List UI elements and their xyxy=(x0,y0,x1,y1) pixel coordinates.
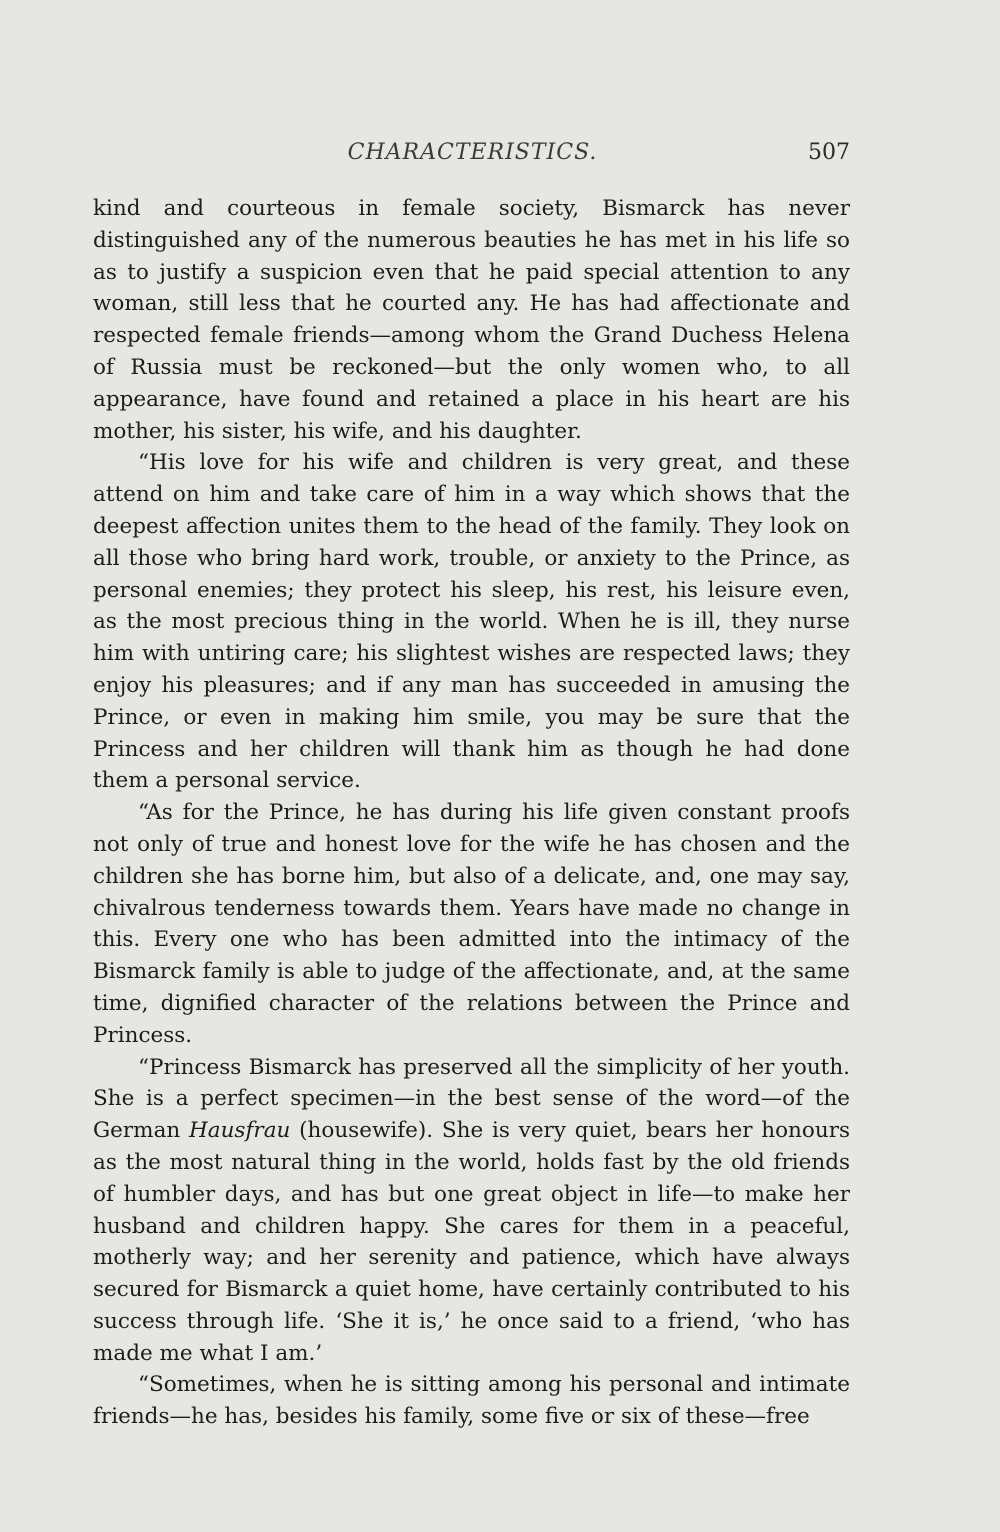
paragraph-text: (housewife). She is very quiet, bears her honours as the most natural thing in the world, holds fast by the old friends of humbler days, and has but one great object in life—to make her husband and children happy. She cares for them in a peaceful, motherly way; and her serenity and patience, which have always secured for Bismarck a quiet home, have certainly contributed to his success through life. ‘She it is,’ he once said to a friend, ‘who has made me what I am.’ xyxy=(93,1118,851,1366)
paragraph-continues: “Sometimes, when he is sitting among his personal and intimate friends—he has, besides his family, some five or six of these—free xyxy=(93,1372,850,1430)
paragraph-text: “Princess Bismarck has preserved all the simplicity of her youth. She is a perfect specimen—in the best sense of the word—of the German xyxy=(93,1054,850,1144)
page-header xyxy=(95,140,850,176)
page-body xyxy=(93,193,850,1433)
running-head: CHARACTERISTICS. xyxy=(347,140,598,165)
paragraph: “His love for his wife and children is very great, and these attend on him and take care of him in a way which shows that the deepest affection unites them to the head of the family. They look on all those who bring hard work, trouble, or anxiety to the Prince, as personal enemies; they protect his sleep, his rest, his leisure even, as the most precious thing in the world. When he is ill, they nurse him with untiring care; his slightest wishes are respected laws; they enjoy his pleasures; and if any man has succeeded in amusing the Prince, or even in making him smile, you may be sure that the Princess and her children will thank him as though he had done them a personal service. xyxy=(93,450,850,794)
page-number: 507 xyxy=(808,140,850,165)
paragraph: “As for the Prince, he has during his life given constant proofs not only of true and honest love for the wife he has chosen and the children she has borne him, but also of a delicate, and, one may say, chivalrous tenderness towards them. Years have made no change in this. Every one who has been admitted into the intimacy of the Bismarck family is able to judge of the affectionate, and, at the same time, dignified character of the relations between the Prince and Princess. xyxy=(93,800,850,1048)
italic-term: Hausfrau xyxy=(189,1118,291,1144)
paragraph-hausfrau xyxy=(93,1052,850,1370)
paragraph-continuation: kind and courteous in female society, Bismarck has never distinguished any of the numerous beauties he has met in his life so as to justify a suspicion even that he paid special attention to any woman, still less that he courted any. He has had affectionate and respected female friends—among whom the Grand Duchess Helena of Russia must be reckoned—but the only women who, to all appearance, have found and retained a place in his heart are his mother, his sister, his wife, and his daughter. xyxy=(93,196,850,444)
